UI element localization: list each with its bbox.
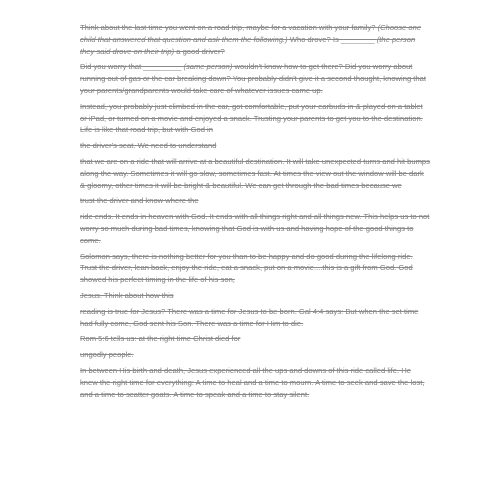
document-body (80, 22, 430, 404)
text-run: Think about the last time you went on a road trip, maybe for a vacation with your family? (80, 23, 378, 32)
paragraph-jesus-think: Jesus. Think about how this (80, 290, 174, 300)
paragraph-road-trip-question (80, 22, 430, 57)
text-run: Who drove? Is ________ (287, 34, 377, 44)
paragraph-driver-seat: the driver's seat. We need to understand (80, 141, 217, 151)
paragraph-ungodly: ungodly people. (80, 350, 134, 360)
text-run: a good driver? (174, 46, 225, 56)
paragraph-jesus-reading: reading is true for Jesus? There was a time for Jesus to be born. Gal 4:4 says: But when the set time had fully come, God sent his Son. There was a time for Him to die. (80, 306, 419, 328)
paragraph-in-between: In between His birth and death, Jesus experienced all the ups and downs of this ride called life. He knew the right time for everything: A time to heal and a time to mourn. A time to seek and save the lost, and a time to scatter goats. A time to speak and a time to stay silent. (80, 365, 425, 399)
paragraph-ride-ends: ride ends. It ends in heaven with God. It ends with all things right and all things new. This helps us to not worry so much during bad times, knowing that God is with us and having hope of the good things to come. (80, 212, 430, 245)
text-run: wouldn't know how to get there? Did you worry about running out of gas or the car breaking down? You probably didn't give it a second thought, knowing that your parents/grandparents would take care of whatever issues came up. (80, 62, 426, 95)
instruction-text: (same person) (183, 62, 233, 72)
paragraph-worry (80, 61, 430, 96)
paragraph-instead: Instead, you probably just climbed in the car, got comfortable, put your earbuds in & played on a tablet or iPad, or turned on a movie and enjoyed a snack. Trusting your parents to get you to the destination. Life is like that road trip, but with God in (80, 101, 423, 135)
instruction-text: (Choose one child that answered that question and ask them the following.) (80, 23, 422, 44)
paragraph-trust-driver: trust the driver and know where the (80, 196, 199, 206)
paragraph-destination: that we are on a ride that will arrive at a beautiful destination. It will take unexpected turns and hit bumps along the way. Sometimes it will go slow, sometimes fast. At times the view out the window will be dark & gloomy, other times it will be bright & beautiful. We can get through the bad times because we (80, 156, 430, 190)
instruction-text: (the person they said drove on their trip) (80, 34, 416, 56)
text-run: Did you worry that _________ (80, 62, 184, 72)
paragraph-solomon: Solomon says, there is nothing better for you than to be happy and do good during the lifelong ride. Trust the driver, lean back, enjoy the ride, eat a snack, put on a movie....this is a gift from God. God showed his perfect timing in the life of his son, (80, 251, 413, 285)
paragraph-rom-5-6: Rom 5:6 tells us: at the right time Christ died for (80, 334, 241, 344)
